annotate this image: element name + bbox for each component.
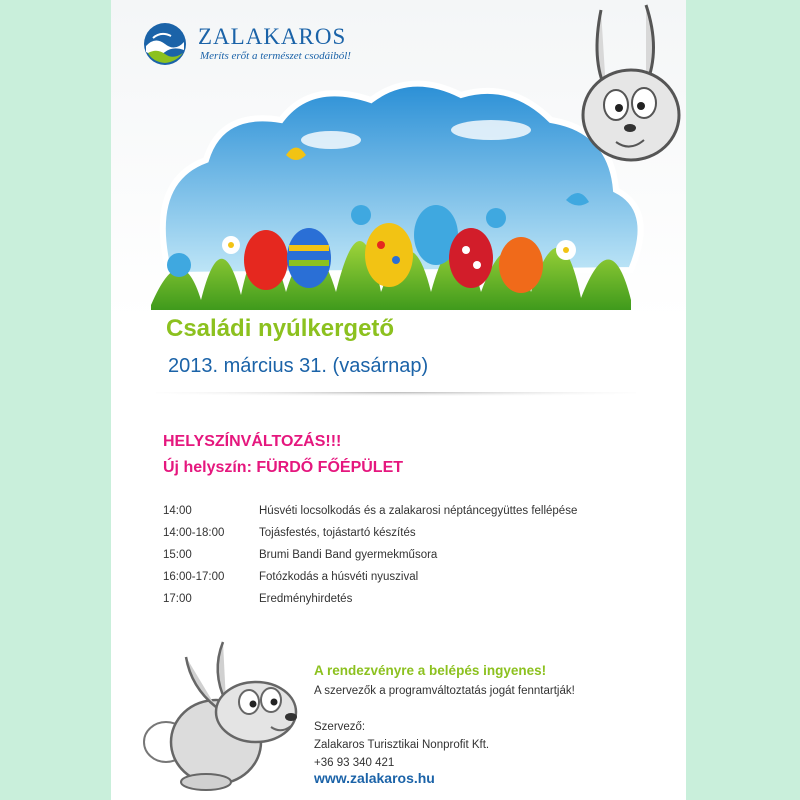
schedule-activity: Fotózkodás a húsvéti nyuszival	[259, 571, 419, 583]
logo-tagline: Meríts erőt a természet csodáiból!	[200, 50, 351, 62]
poster	[111, 0, 686, 800]
program-schedule	[163, 505, 663, 615]
schedule-row	[163, 593, 663, 615]
schedule-row	[163, 527, 663, 549]
schedule-row	[163, 571, 663, 593]
schedule-row	[163, 549, 663, 571]
event-date: 2013. március 31. (vasárnap)	[168, 355, 429, 377]
section-divider	[156, 392, 636, 400]
schedule-activity: Húsvéti locsolkodás és a zalakarosi néptáncegyüttes fellépése	[259, 505, 578, 517]
schedule-activity: Eredményhirdetés	[259, 593, 353, 605]
website-link[interactable]: www.zalakaros.hu	[314, 770, 435, 786]
schedule-time: 15:00	[163, 549, 192, 561]
schedule-time: 14:00-18:00	[163, 527, 225, 539]
program-change-note: A szervezők a programváltoztatás jogát fenntartják!	[314, 685, 575, 697]
organizer-info	[314, 718, 489, 772]
logo-name: ZALAKAROS	[198, 24, 347, 49]
sitting-rabbit-icon	[131, 632, 331, 792]
schedule-time: 17:00	[163, 593, 192, 605]
organizer-name: Zalakaros Turisztikai Nonprofit Kft.	[314, 739, 490, 751]
event-title: Családi nyúlkergető	[166, 315, 395, 342]
schedule-activity: Brumi Bandi Band gyermekműsora	[259, 549, 438, 561]
schedule-row	[163, 505, 663, 527]
schedule-activity: Tojásfestés, tojástartó készítés	[259, 527, 416, 539]
organizer-phone: +36 93 340 421	[314, 757, 395, 769]
venue-change-alert: HELYSZÍNVÁLTOZÁS!!!	[163, 433, 342, 450]
schedule-time: 16:00-17:00	[163, 571, 225, 583]
organizer-label: Szervező:	[314, 721, 366, 733]
schedule-time: 14:00	[163, 505, 192, 517]
rabbit-head-icon	[546, 0, 686, 190]
free-entry-note: A rendezvényre a belépés ingyenes!	[314, 663, 547, 678]
new-venue: Új helyszín: FÜRDŐ FŐÉPÜLET	[163, 459, 404, 476]
